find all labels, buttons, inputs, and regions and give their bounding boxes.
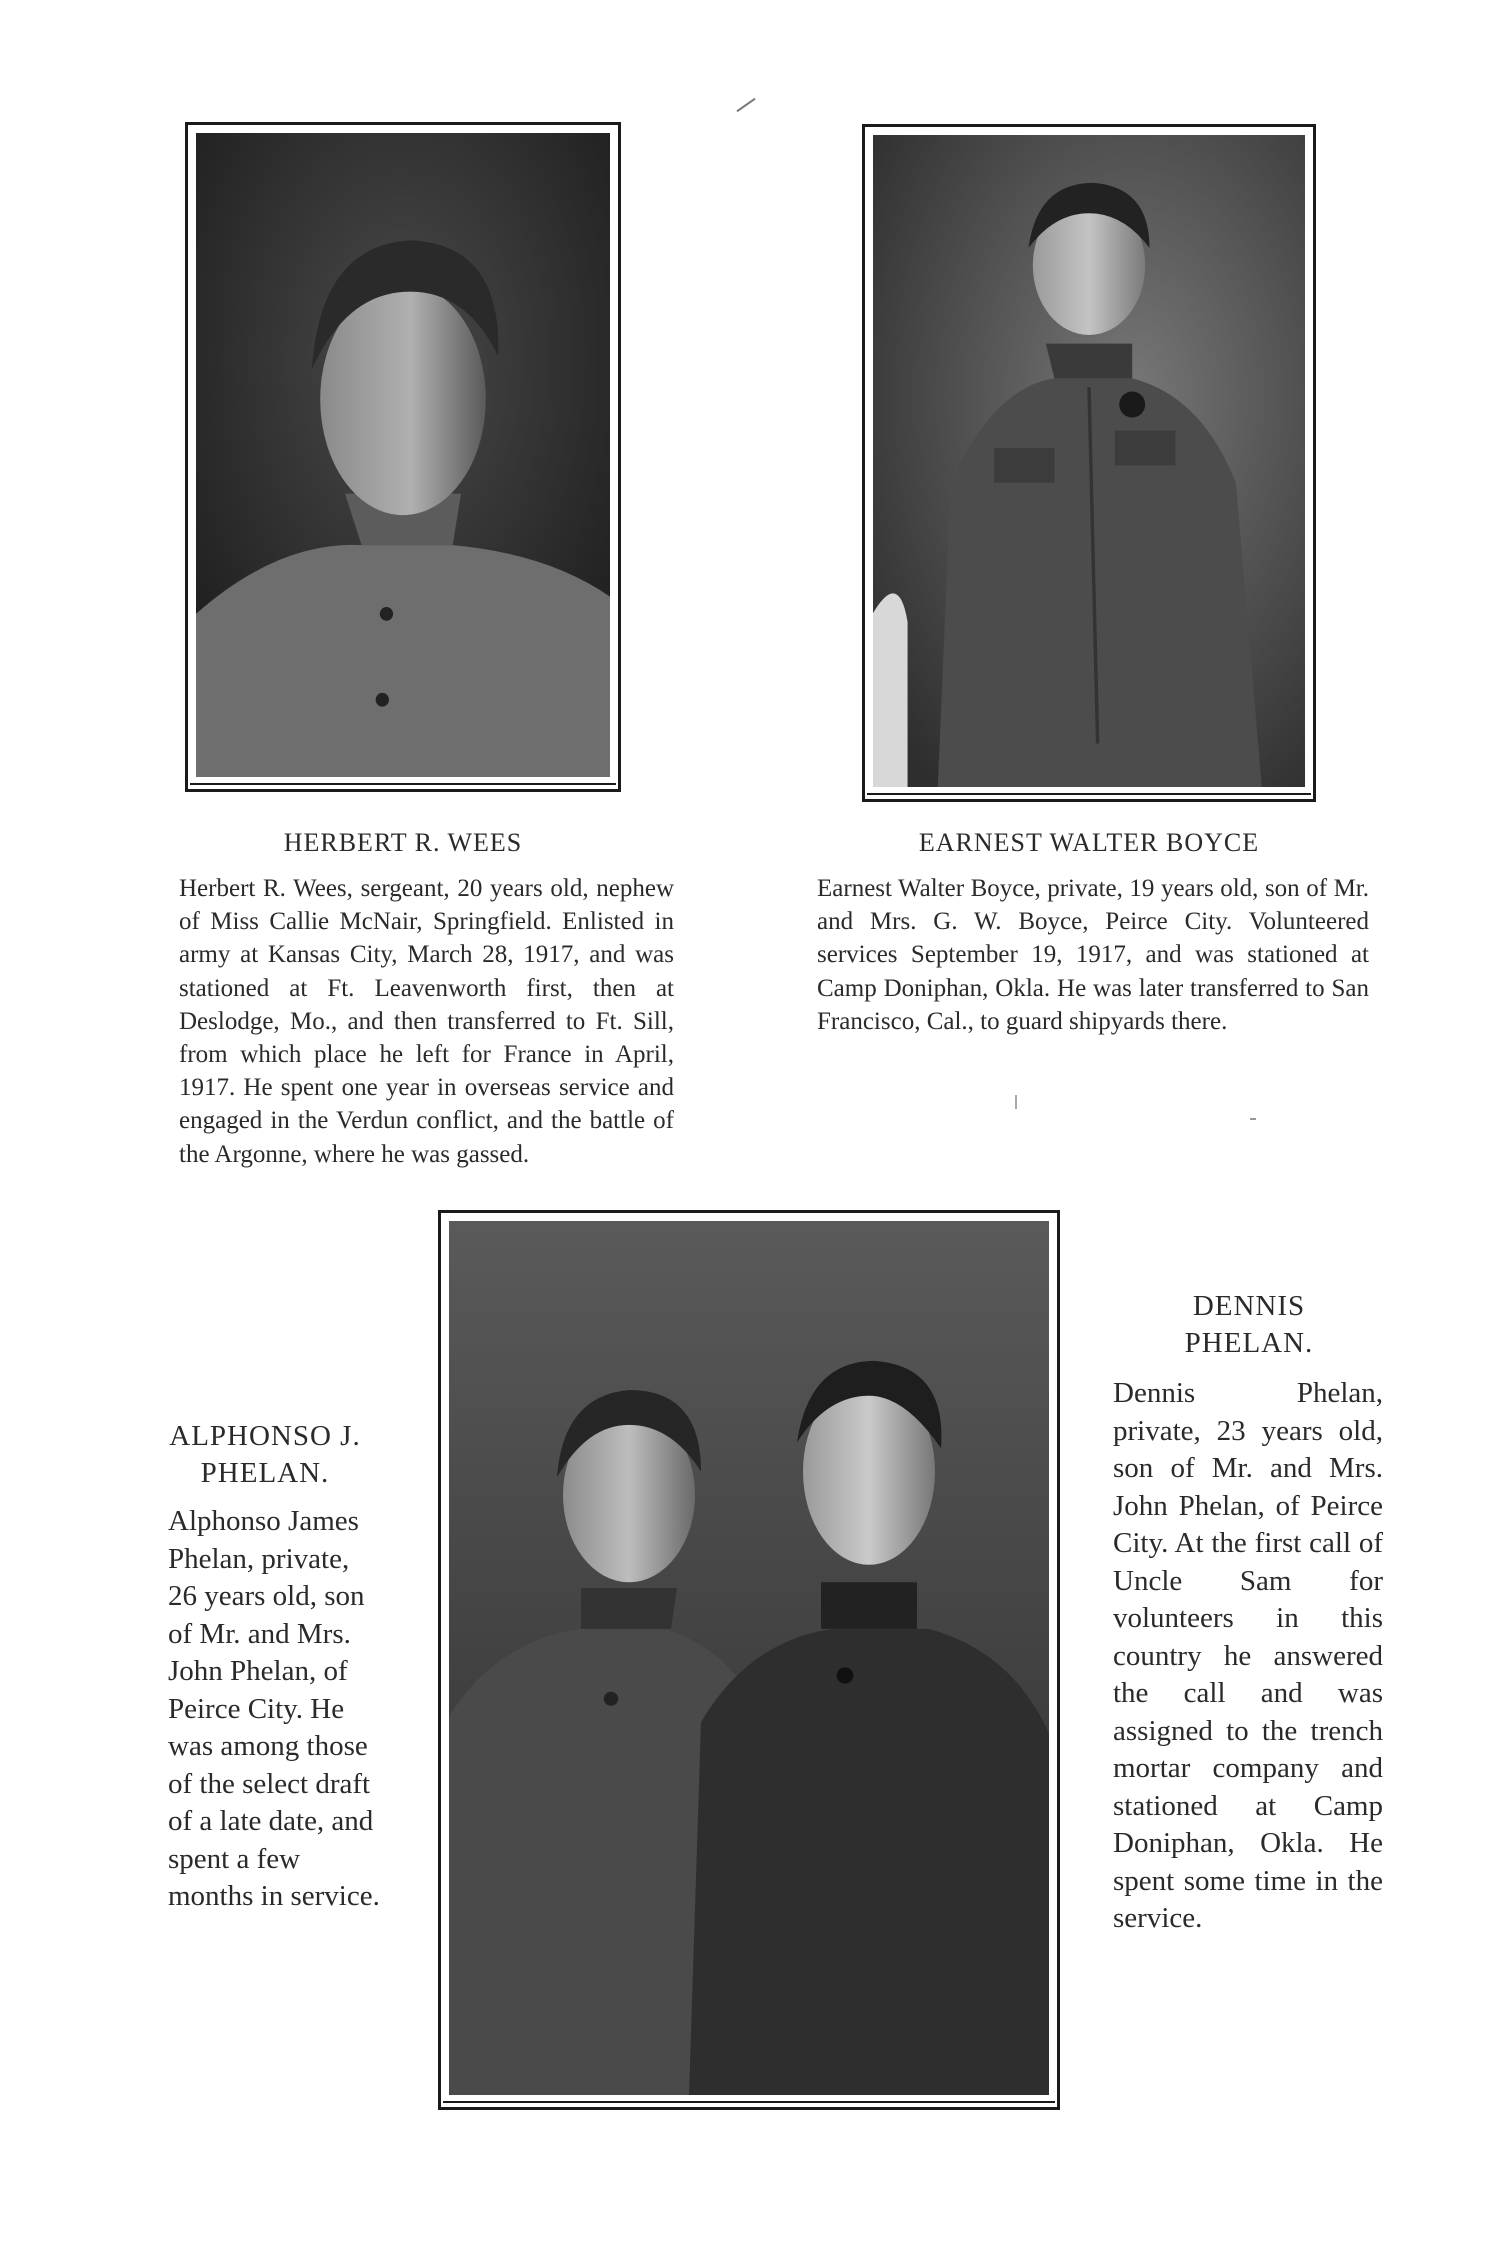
photo-frame-phelan-brothers bbox=[438, 1210, 1060, 2110]
portrait-phelan-brothers bbox=[449, 1221, 1049, 2095]
portrait-earnest-boyce bbox=[873, 135, 1305, 787]
name-line-1: DENNIS bbox=[1192, 1290, 1306, 1322]
photo-frame-earnest-boyce bbox=[862, 124, 1316, 802]
name-heading-earnest-boyce: EARNEST WALTER BOYCE bbox=[918, 828, 1260, 857]
name-heading-herbert-wees: HERBERT R. WEES bbox=[283, 828, 523, 857]
bio-dennis-phelan: Dennis Phelan, private, 23 years old, son of Mr. and Mrs. John Phelan, of Peirce City. At the first call of Uncle Sam for volunteers in this country he answered the call and was assigned to the trench mortar company and stationed at Camp Doniphan, Okla. He spent some time in the service. bbox=[1113, 1377, 1383, 1934]
name-heading-alphonso-phelan bbox=[140, 1418, 390, 1492]
scan-mark bbox=[736, 98, 755, 112]
photo-frame-herbert-wees bbox=[185, 122, 621, 792]
bio-herbert-wees: Herbert R. Wees, sergeant, 20 years old, nephew of Miss Callie McNair, Springfield. Enlisted in army at Kansas City, March 28, 1917, and was stationed at Ft. Leavenworth first, then at Deslodge, Mo., and then transferred to Ft. Sill, from which place he left for France in April, 1917. He spent one year in overseas service and engaged in the Verdun conflict, and the battle of the Argonne, where he was gassed. bbox=[179, 875, 674, 1168]
name-line-2: PHELAN. bbox=[200, 1457, 330, 1489]
bio-earnest-boyce: Earnest Walter Boyce, private, 19 years old, son of Mr. and Mrs. G. W. Boyce, Peirce City. Volunteered services September 19, 1917, and was stationed at Camp Doniphan, Okla. He was later transferred to San Francisco, Cal., to guard shipyards there. bbox=[817, 875, 1369, 1035]
name-line-2: PHELAN. bbox=[1184, 1327, 1314, 1359]
scan-mark bbox=[1250, 1118, 1256, 1120]
name-line-1: ALPHONSO J. bbox=[169, 1420, 361, 1452]
scan-mark bbox=[1015, 1095, 1017, 1109]
portrait-herbert-wees bbox=[196, 133, 610, 777]
name-heading-dennis-phelan bbox=[1112, 1288, 1386, 1362]
bio-alphonso-phelan: Alphonso James Phelan, private, 26 years old, son of Mr. and Mrs. John Phelan, of Peirce City. He was among those of the select draft of a late date, and spent a few months in service. bbox=[168, 1505, 380, 1912]
